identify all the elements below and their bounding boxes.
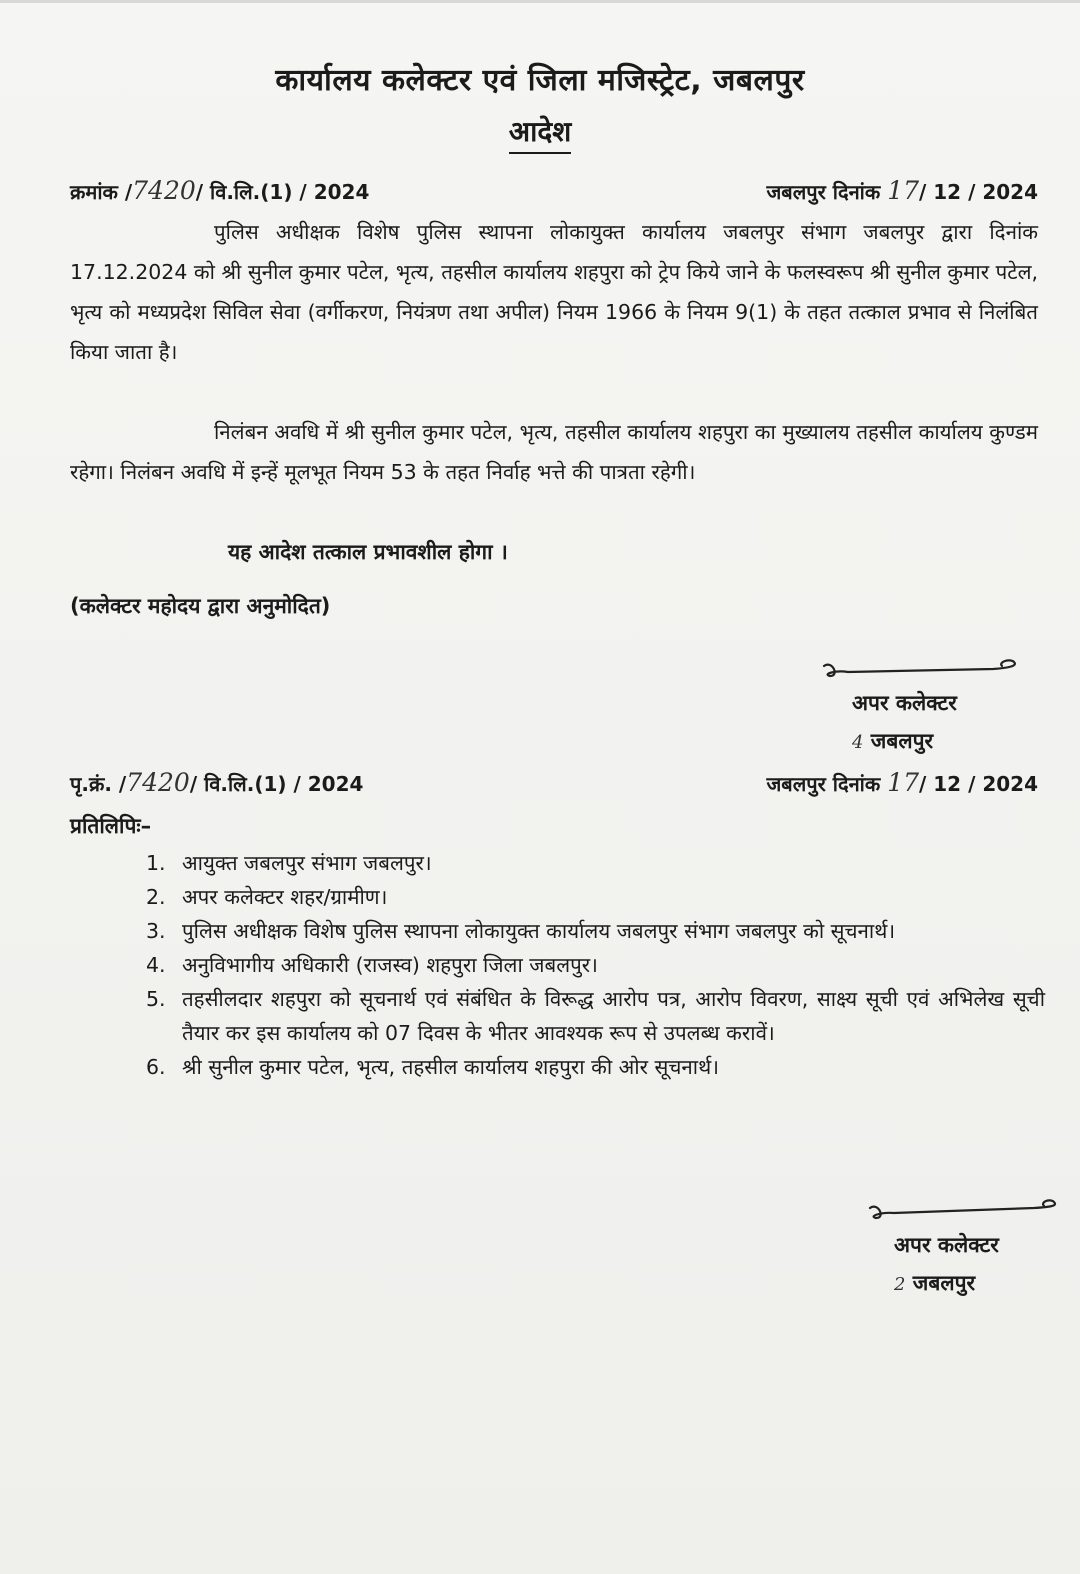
- scan-top-edge: [0, 0, 1080, 3]
- order-number-suffix: / वि.लि.(1) / 2024: [195, 180, 370, 204]
- signature-2-place: जबलपुर: [912, 1271, 976, 1295]
- signature-2-block: [894, 1226, 999, 1304]
- copy-item-number: 5.: [146, 987, 166, 1011]
- copy-item-number: 6.: [146, 1055, 166, 1079]
- copy-item: [140, 948, 1045, 982]
- effect-line: यह आदेश तत्काल प्रभावशील होगा ।: [228, 540, 508, 564]
- copy-item: [140, 914, 1045, 948]
- copy-date-suffix: / 12 / 2024: [919, 772, 1038, 796]
- signature-2-scribble: [864, 1194, 1064, 1228]
- copy-item: [140, 880, 1045, 914]
- order-date-handwritten: 17: [887, 176, 919, 205]
- copy-item-number: 3.: [146, 919, 166, 943]
- order-number-prefix: क्रमांक /: [70, 180, 133, 204]
- copy-item-text: श्री सुनील कुमार पटेल, भृत्य, तहसील कार्यालय शहपुरा की ओर सूचनार्थ।: [182, 1055, 719, 1079]
- copy-item-text: तहसीलदार शहपुरा को सूचनार्थ एवं संबंधित के विरूद्ध आरोप पत्र, आरोप विवरण, साक्ष्य सूची एवं अभिलेख सूची तैयार कर इस कार्यालय को 07 दिवस के भीतर आवश्यक रूप से उपलब्ध करावें।: [182, 987, 1045, 1045]
- copy-item: [140, 1050, 1045, 1084]
- copy-item-number: 4.: [146, 953, 166, 977]
- signature-1-mark: 4: [852, 732, 864, 753]
- copy-item-number: 1.: [146, 851, 166, 875]
- copy-date: [766, 768, 1038, 797]
- order-number-handwritten: 7420: [132, 176, 196, 205]
- order-heading: [0, 112, 1080, 150]
- approval-note: (कलेक्टर महोदय द्वारा अनुमोदित): [70, 594, 331, 618]
- signature-1-block: [852, 684, 957, 762]
- copy-reference-line: [70, 768, 1038, 797]
- copy-item-number: 2.: [146, 885, 166, 909]
- order-date: [766, 176, 1038, 205]
- order-date-suffix: / 12 / 2024: [919, 180, 1038, 204]
- copy-number-handwritten: 7420: [126, 768, 190, 797]
- copy-date-prefix: जबलपुर दिनांक: [766, 772, 888, 796]
- office-title: कार्यालय कलेक्टर एवं जिला मजिस्ट्रेट, जबलपुर: [275, 63, 805, 98]
- order-heading-text: आदेश: [509, 115, 572, 154]
- order-reference-line: [70, 176, 1038, 205]
- copy-item: [140, 982, 1045, 1050]
- order-date-prefix: जबलपुर दिनांक: [766, 180, 888, 204]
- signature-1-designation: अपर कलेक्टर: [852, 691, 957, 715]
- copy-item-text: आयुक्त जबलपुर संभाग जबलपुर।: [182, 851, 432, 875]
- copy-item: [140, 846, 1045, 880]
- signature-1-place-line: [852, 722, 957, 762]
- copy-date-handwritten: 17: [887, 768, 919, 797]
- signature-2-place-line: [894, 1264, 999, 1304]
- copy-item-text: पुलिस अधीक्षक विशेष पुलिस स्थापना लोकायुक्त कार्यालय जबलपुर संभाग जबलपुर को सूचनार्थ।: [182, 919, 896, 943]
- body-paragraph-1: पुलिस अधीक्षक विशेष पुलिस स्थापना लोकायुक्त कार्यालय जबलपुर संभाग जबलपुर द्वारा दिनांक 17.12.2024 को श्री सुनील कुमार पटेल, भृत्य, तहसील कार्यालय शहपुरा को ट्रेप किये जाने के फलस्वरूप श्री सुनील कुमार पटेल, भृत्य को मध्यप्रदेश सिविल सेवा (वर्गीकरण, नियंत्रण तथा अपील) नियम 1966 के नियम 9(1) के तहत तत्काल प्रभाव से निलंबित किया जाता है।: [70, 220, 1038, 364]
- copy-item-text: अपर कलेक्टर शहर/ग्रामीण।: [182, 885, 388, 909]
- signature-2-designation: अपर कलेक्टर: [894, 1233, 999, 1257]
- copy-number-suffix: / वि.लि.(1) / 2024: [189, 772, 364, 796]
- signature-1-scribble: [818, 652, 1028, 688]
- body-paragraph-2: निलंबन अवधि में श्री सुनील कुमार पटेल, भृत्य, तहसील कार्यालय शहपुरा का मुख्यालय तहसील कार्यालय कुण्डम रहेगा। निलंबन अवधि में इन्हें मूलभूत नियम 53 के तहत निर्वाह भत्ते की पात्रता रहेगी।: [70, 420, 1038, 484]
- copy-item-text: अनुविभागीय अधिकारी (राजस्व) शहपुरा जिला जबलपुर।: [182, 953, 598, 977]
- copy-number: [70, 768, 363, 797]
- signature-1-place: जबलपुर: [870, 729, 934, 753]
- copies-list: [140, 846, 1045, 1084]
- copies-label: प्रतिलिपिः–: [70, 814, 152, 838]
- copy-number-prefix: पृ.क्रं. /: [70, 772, 127, 796]
- order-number: [70, 176, 369, 205]
- signature-2-mark: 2: [894, 1274, 906, 1295]
